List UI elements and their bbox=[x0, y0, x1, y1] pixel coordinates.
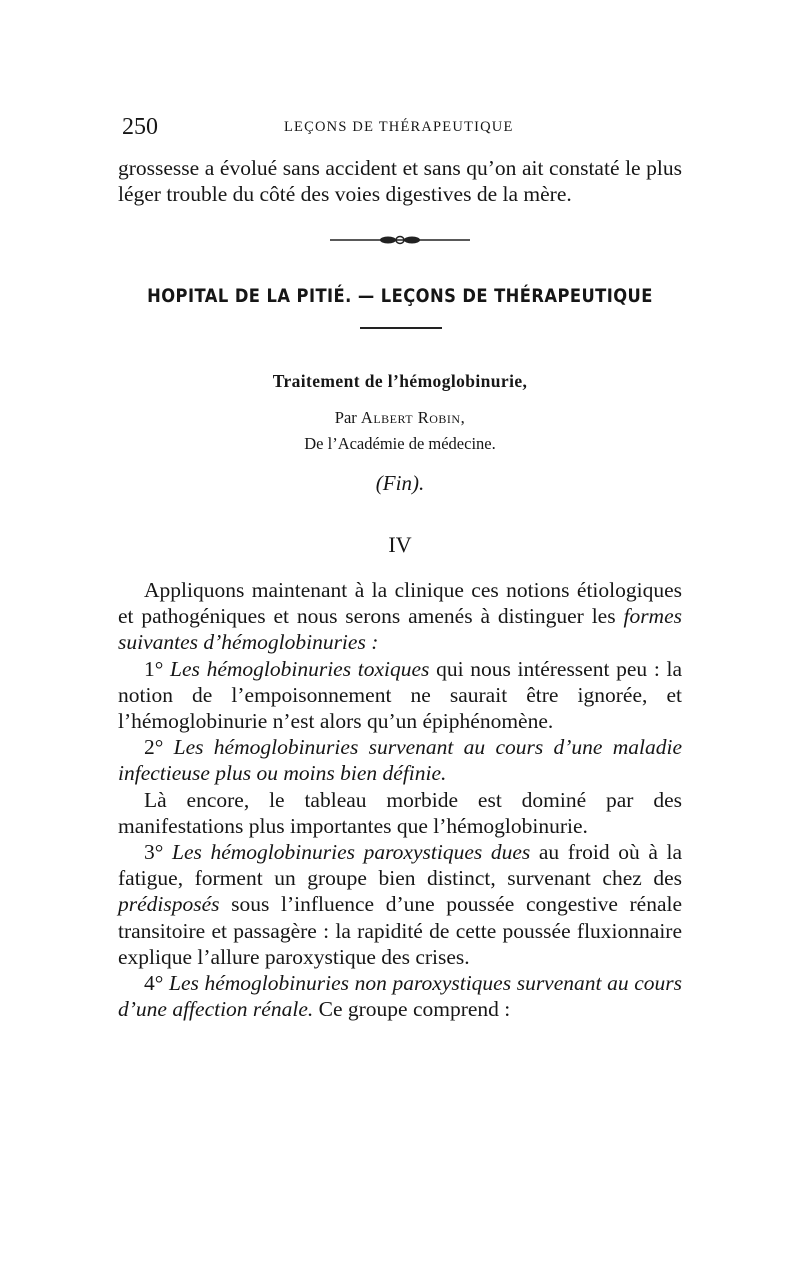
article-title: Traitement de l’hémoglobinurie, bbox=[272, 371, 528, 391]
byline bbox=[0, 407, 800, 429]
author-name: Albert Robin, bbox=[360, 408, 466, 427]
item-number: 4° bbox=[144, 971, 164, 996]
item-heading: Les hémoglobinuries non paroxystiques survenant au cours d’une affection rénale. bbox=[118, 971, 682, 1022]
section-rule bbox=[360, 327, 442, 329]
paragraph-item-2 bbox=[118, 734, 682, 786]
continuation-paragraph bbox=[118, 155, 682, 207]
author-affiliation: De l’Académie de médecine. bbox=[304, 434, 496, 453]
running-title: LEÇONS DE THÉRAPEUTIQUE bbox=[284, 119, 514, 135]
paragraph-item-3 bbox=[118, 839, 682, 970]
intro-emphasis: formes suivantes d’hémoglobinuries : bbox=[118, 604, 682, 655]
paragraph-item-1 bbox=[118, 656, 682, 735]
item-emphasis: prédisposés bbox=[118, 892, 220, 917]
running-header bbox=[122, 112, 682, 142]
item-heading: Les hémoglobinuries toxiques bbox=[170, 656, 430, 681]
item-text: au froid où à la fatigue, forment un groupe bien distinct, survenant chez des bbox=[118, 840, 683, 891]
paragraph-item-4 bbox=[118, 970, 682, 1022]
item-number: 2° bbox=[144, 735, 164, 760]
paragraph-intro bbox=[118, 577, 682, 656]
paragraph-item-2-note: Là encore, le tableau morbide est dominé par des manifestations plus importantes que l’hémoglobinurie. bbox=[118, 787, 682, 838]
ornament-divider-icon bbox=[330, 234, 470, 246]
section-heading: HOPITAL DE LA PITIÉ. — LEÇONS DE THÉRAPEUTIQUE bbox=[147, 285, 653, 307]
continuation-text: grossesse a évolué sans accident et sans qu’on ait constaté le plus léger trouble du côté des voies digestives de la mère. bbox=[118, 156, 682, 207]
item-heading: Les hémoglobinuries paroxystiques dues bbox=[171, 840, 531, 865]
part-numeral: IV bbox=[388, 532, 412, 557]
item-number: 3° bbox=[144, 840, 164, 865]
item-number: 1° bbox=[144, 656, 164, 681]
item-text: Ce groupe comprend : bbox=[313, 997, 511, 1022]
main-text bbox=[118, 577, 682, 1022]
fin-marker bbox=[0, 470, 800, 496]
intro-text: Appliquons maintenant à la clinique ces notions étiologiques et pathogéniques et nous serons amenés à distinguer les bbox=[118, 578, 682, 629]
item-text: qui nous intéressent peu : la notion de l’empoisonnement ne saurait être ignorée, et l’hémoglobinurie n’est alors qu’un épiphénomène. bbox=[118, 656, 682, 734]
byline-prefix: Par bbox=[334, 408, 357, 427]
item-heading: Les hémoglobinuries survenant au cours d’une maladie infectieuse plus ou moins bien définie. bbox=[118, 735, 682, 786]
item-text: sous l’influence d’une poussée congestive rénale transitoire et passagère : la rapidité de cette poussée fluxionnaire explique l’allure paroxystique des crises. bbox=[118, 892, 682, 969]
fin-text: (Fin). bbox=[375, 471, 425, 495]
page-number: 250 bbox=[122, 114, 158, 140]
